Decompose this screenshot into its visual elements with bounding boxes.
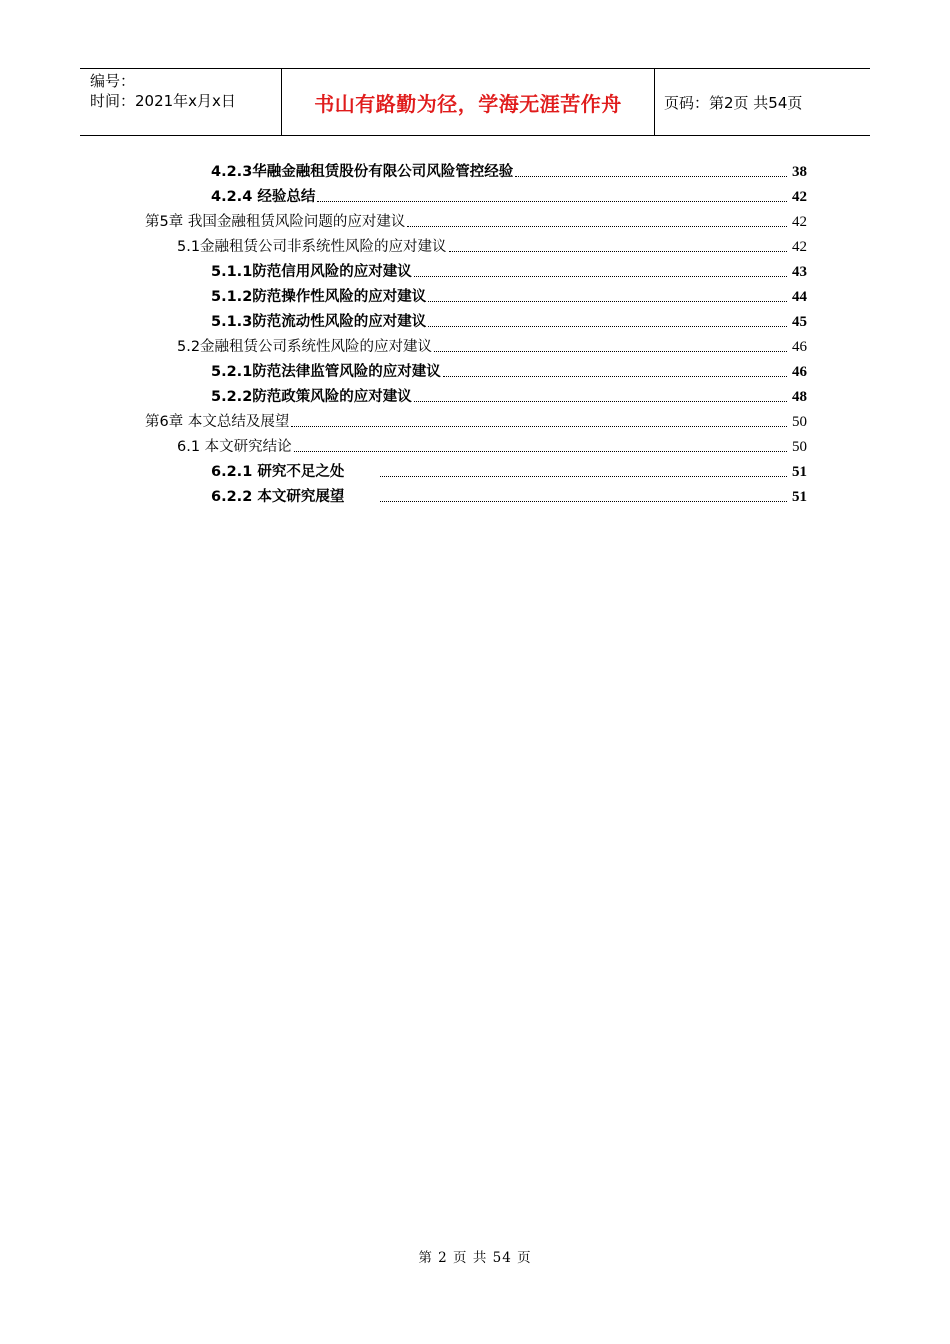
header-motto: 书山有路勤为径，学海无涯苦作舟 bbox=[282, 69, 655, 135]
toc-label: 5.2金融租赁公司系统性风险的应对建议 bbox=[177, 339, 433, 355]
toc-label: 5.1.1防范信用风险的应对建议 bbox=[211, 264, 412, 280]
time-label: 时间：2021年x月x日 bbox=[90, 92, 236, 110]
toc-entry[interactable] bbox=[211, 458, 807, 482]
toc-entry[interactable] bbox=[177, 333, 807, 357]
page-header bbox=[80, 68, 870, 136]
toc-entry[interactable] bbox=[211, 308, 807, 332]
toc-label: 5.1.2防范操作性风险的应对建议 bbox=[211, 289, 427, 305]
toc-label: 6.1 本文研究结论 bbox=[177, 439, 292, 455]
toc-page: 42 bbox=[792, 214, 807, 230]
toc-page: 46 bbox=[792, 339, 807, 355]
toc-page: 50 bbox=[792, 439, 807, 455]
toc-entry[interactable] bbox=[177, 233, 807, 257]
toc-label: 5.1.3防范流动性风险的应对建议 bbox=[211, 314, 427, 330]
toc-page: 42 bbox=[792, 189, 807, 205]
toc-page: 44 bbox=[792, 289, 807, 305]
toc-entry[interactable] bbox=[211, 258, 807, 282]
toc-entry[interactable] bbox=[211, 358, 807, 382]
toc-label: 6.2.1 研究不足之处 bbox=[211, 464, 345, 480]
toc-label: 5.1金融租赁公司非系统性风险的应对建议 bbox=[177, 239, 447, 255]
toc-leader bbox=[414, 276, 787, 277]
toc-leader bbox=[291, 426, 787, 427]
toc-page: 42 bbox=[792, 239, 807, 255]
toc-page: 48 bbox=[792, 389, 807, 405]
toc-entry[interactable] bbox=[211, 158, 807, 182]
toc-leader bbox=[515, 176, 787, 177]
toc-entry[interactable] bbox=[145, 408, 807, 432]
toc-leader bbox=[294, 451, 787, 452]
toc-label: 6.2.2 本文研究展望 bbox=[211, 489, 345, 505]
toc-label: 5.2.2防范政策风险的应对建议 bbox=[211, 389, 412, 405]
toc-leader bbox=[443, 376, 787, 377]
toc-entry[interactable] bbox=[211, 383, 807, 407]
toc-leader bbox=[434, 351, 787, 352]
toc-label: 4.2.4 经验总结 bbox=[211, 189, 316, 205]
toc-leader bbox=[449, 251, 787, 252]
toc-page: 50 bbox=[792, 414, 807, 430]
toc-entry[interactable] bbox=[177, 433, 807, 457]
toc-page: 51 bbox=[792, 489, 807, 505]
toc-leader bbox=[380, 476, 787, 477]
toc-entry[interactable] bbox=[211, 483, 807, 507]
toc-page: 43 bbox=[792, 264, 807, 280]
toc-leader bbox=[380, 501, 787, 502]
toc-label: 4.2.3华融金融租赁股份有限公司风险管控经验 bbox=[211, 164, 514, 180]
toc-label: 第5章 我国金融租赁风险问题的应对建议 bbox=[145, 214, 406, 230]
toc-label: 第6章 本文总结及展望 bbox=[145, 414, 290, 430]
toc-page: 45 bbox=[792, 314, 807, 330]
toc-label: 5.2.1防范法律监管风险的应对建议 bbox=[211, 364, 441, 380]
toc-leader bbox=[428, 326, 787, 327]
header-meta bbox=[80, 69, 282, 135]
toc-leader bbox=[428, 301, 787, 302]
toc-leader bbox=[407, 226, 787, 227]
toc-page: 38 bbox=[792, 164, 807, 180]
toc-page: 46 bbox=[792, 364, 807, 380]
toc-leader bbox=[414, 401, 787, 402]
page-footer: 第 2 页 共 54 页 bbox=[418, 1250, 532, 1266]
number-label: 编号： bbox=[90, 72, 136, 90]
toc-leader bbox=[317, 201, 787, 202]
header-page-info: 页码：第2页 共54页 bbox=[664, 93, 803, 112]
toc-entry[interactable] bbox=[145, 208, 807, 232]
toc-entry[interactable] bbox=[211, 283, 807, 307]
toc-page: 51 bbox=[792, 464, 807, 480]
toc-entry[interactable] bbox=[211, 183, 807, 207]
